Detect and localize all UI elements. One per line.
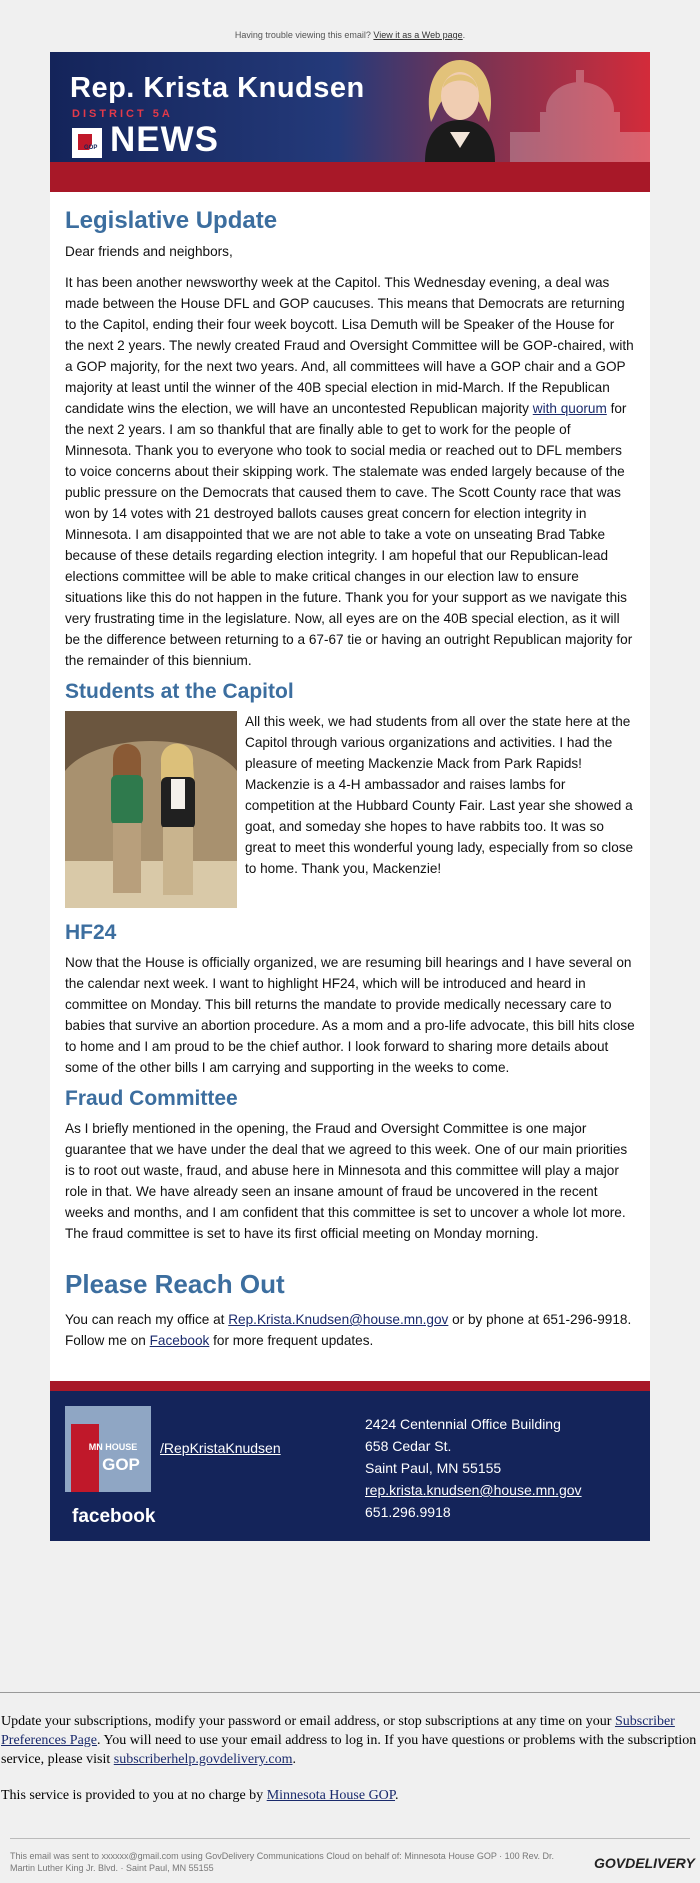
contact-text-1: You can reach my office at (65, 1312, 225, 1327)
minnesota-house-gop-link[interactable]: Minnesota House GOP (266, 1788, 396, 1803)
footer-email-link[interactable]: rep.krista.knudsen@house.mn.gov (365, 1482, 582, 1498)
with-quorum-link[interactable]: with quorum (532, 401, 607, 416)
representative-portrait (405, 52, 515, 162)
representative-name: Rep. Krista Knudsen (70, 72, 365, 104)
footer-phone: 651.296.9918 (365, 1504, 451, 1520)
preheader: Having trouble viewing this email? View it as a Web page. (234, 30, 466, 40)
service-text-end: . (395, 1788, 399, 1803)
facebook-handle-link[interactable]: /RepKristaKnudsen (160, 1440, 281, 1456)
contact-text-2: or by phone at 651-296-9918. Follow me on (65, 1312, 632, 1348)
fraud-committee-heading: Fraud Committee (65, 1087, 238, 1110)
subscription-paragraph (1, 1712, 699, 1769)
please-reach-out-heading: Please Reach Out (65, 1269, 285, 1299)
legal-text-1: Update your subscriptions, modify your password or email address, or stop subscriptions at any time on your (1, 1714, 612, 1729)
banner-divider (50, 162, 650, 192)
service-text: This service is provided to you at no charge by (1, 1788, 264, 1803)
students-photo-illustration (65, 711, 237, 908)
district-label: DISTRICT 5A (72, 108, 173, 120)
students-body: All this week, we had students from all over the state here at the Capitol through various organizations and activities. I had the pleasure of meeting Mackenzie Mack from Park Rapids! Mackenzie is a 4-H ambassador and raises lambs for competition at the Hubbard County Fair. Last year she showed a goat, and someday she hopes to have rabbits too. It was so great to meet this wonderful young lady, especially from so close to home. Thank you, Mackenzie! (245, 714, 634, 876)
address-line-2: 658 Cedar St. (365, 1438, 452, 1454)
legal-divider (0, 1692, 700, 1693)
subscription-legal (0, 1712, 700, 1822)
hf24-heading: HF24 (65, 921, 117, 944)
contact-text-3: for more frequent updates. (213, 1333, 374, 1348)
students-photo (65, 711, 237, 908)
newsletter-footer (50, 1381, 650, 1541)
newsletter-container (50, 52, 650, 1541)
preheader-text: Having trouble viewing this email? (234, 30, 371, 40)
service-paragraph (1, 1786, 699, 1805)
legislative-update-heading: Legislative Update (65, 207, 278, 234)
logo-line-1: MN HOUSE (88, 1442, 138, 1452)
contact-body (65, 1309, 635, 1351)
hf24-body: Now that the House is officially organized, we are resuming bill hearings and I have several on the calendar next week. I want to highlight HF24, which will be introduced and heard in committee on Monday. This bill returns the mandate to provide medically necessary care to babies that survive an abortion procedure. As a mom and a pro-life advocate, this bill hits close to home and I am proud to be the chief author. I look forward to sharing more details about some of the other bills I am carrying and supporting in the weeks to come. (65, 955, 635, 1075)
govdelivery-logo[interactable]: GOVDELIVERY (594, 1855, 695, 1871)
fine-print: This email was sent to xxxxxx@gmail.com using GovDelivery Communications Cloud on behalf of: Minnesota House GOP · 100 Rev. Dr. Martin Luther King Jr. Blvd. · Saint Paul, MN 55155 (10, 1851, 555, 1873)
subscriber-preferences-link[interactable]: Subscriber Preferences Page (1, 1714, 675, 1748)
capitol-dome-icon (500, 52, 650, 162)
mn-house-gop-logo[interactable] (65, 1406, 151, 1492)
students-heading: Students at the Capitol (65, 680, 294, 703)
gop-badge-icon (72, 128, 102, 158)
address-line-3: Saint Paul, MN 55155 (365, 1460, 502, 1476)
mn-house-gop-logo-icon (65, 1406, 151, 1492)
logo-line-2: GOP (102, 1455, 140, 1474)
badge-text: GOP (84, 145, 98, 151)
header-banner (50, 52, 650, 192)
address-line-1: 2424 Centennial Office Building (365, 1416, 561, 1432)
newsletter-content (50, 192, 650, 1381)
news-title: NEWS (110, 120, 219, 159)
office-address (365, 1413, 582, 1523)
greeting: Dear friends and neighbors, (65, 244, 233, 259)
legislative-update-body (65, 272, 635, 671)
legislative-text-part2: for the next 2 years. I am so thankful that are finally able to get to work for the people of Minnesota. Thank you to everyone who took to social media or reached out to DFL members to voice concerns about their skipping work. The stalemate was ended largely because of the public pressure on the Democrats that caused them to cave. The Scott County race that was won by 14 votes with 21 destroyed ballots causes great concern for election integrity in Minnesota. I am disappointed that we are not able to take a vote on unseating Brad Tabke because of these details regarding election integrity. I am hopeful that our Republican-lead elections committee will be able to make critical changes in our election law to ensure situations like this do not happen in the future. Thank you for your support as we navigate this very frustrating time in the legislature. Now, all eyes are on the 40B special election, as it will be the difference between returning to a 67-67 tie or having an outright Republican majority for the remainder of this biennium. (65, 401, 633, 668)
subscriber-help-link[interactable]: subscriberhelp.govdelivery.com (113, 1752, 293, 1767)
facebook-label[interactable]: facebook (72, 1506, 156, 1527)
fine-print-divider (10, 1838, 690, 1839)
fraud-committee-body: As I briefly mentioned in the opening, the Fraud and Oversight Committee is one major guarantee that we have under the deal that we agreed to this week. One of our main priorities is to root out waste, fraud, and abuse here in Minnesota and this committee will play a major role in that. We have already seen an insane amount of fraud be uncovered in the recent weeks and months, and I am confident that this committee is set to uncover a whole lot more. The fraud committee is set to have its first official meeting on Monday morning. (65, 1121, 628, 1241)
students-section (65, 711, 635, 908)
web-page-link[interactable]: View it as a Web page (373, 30, 463, 40)
facebook-link[interactable]: Facebook (149, 1333, 210, 1348)
legal-text-3: . (292, 1752, 296, 1767)
office-email-link[interactable]: Rep.Krista.Knudsen@house.mn.gov (228, 1312, 449, 1327)
legislative-text-part1: It has been another newsworthy week at the Capitol. This Wednesday evening, a deal was made between the House DFL and GOP caucuses. This means that Democrats are returning to the Capitol, ending their four week boycott. Lisa Demuth will be Speaker of the House for the next 2 years. The newly created Fraud and Oversight Committee will be GOP-chaired, with a GOP majority, for the next two years. And, all committees will have a GOP chair and a GOP majority at least until the winner of the 40B special election in mid-March. If the Republican candidate wins the election, we will have an uncontested Republican majority (65, 275, 634, 416)
legal-text-2: . You will need to use your email address to log in. If you have questions or problems with the subscription service, please visit (1, 1733, 697, 1767)
